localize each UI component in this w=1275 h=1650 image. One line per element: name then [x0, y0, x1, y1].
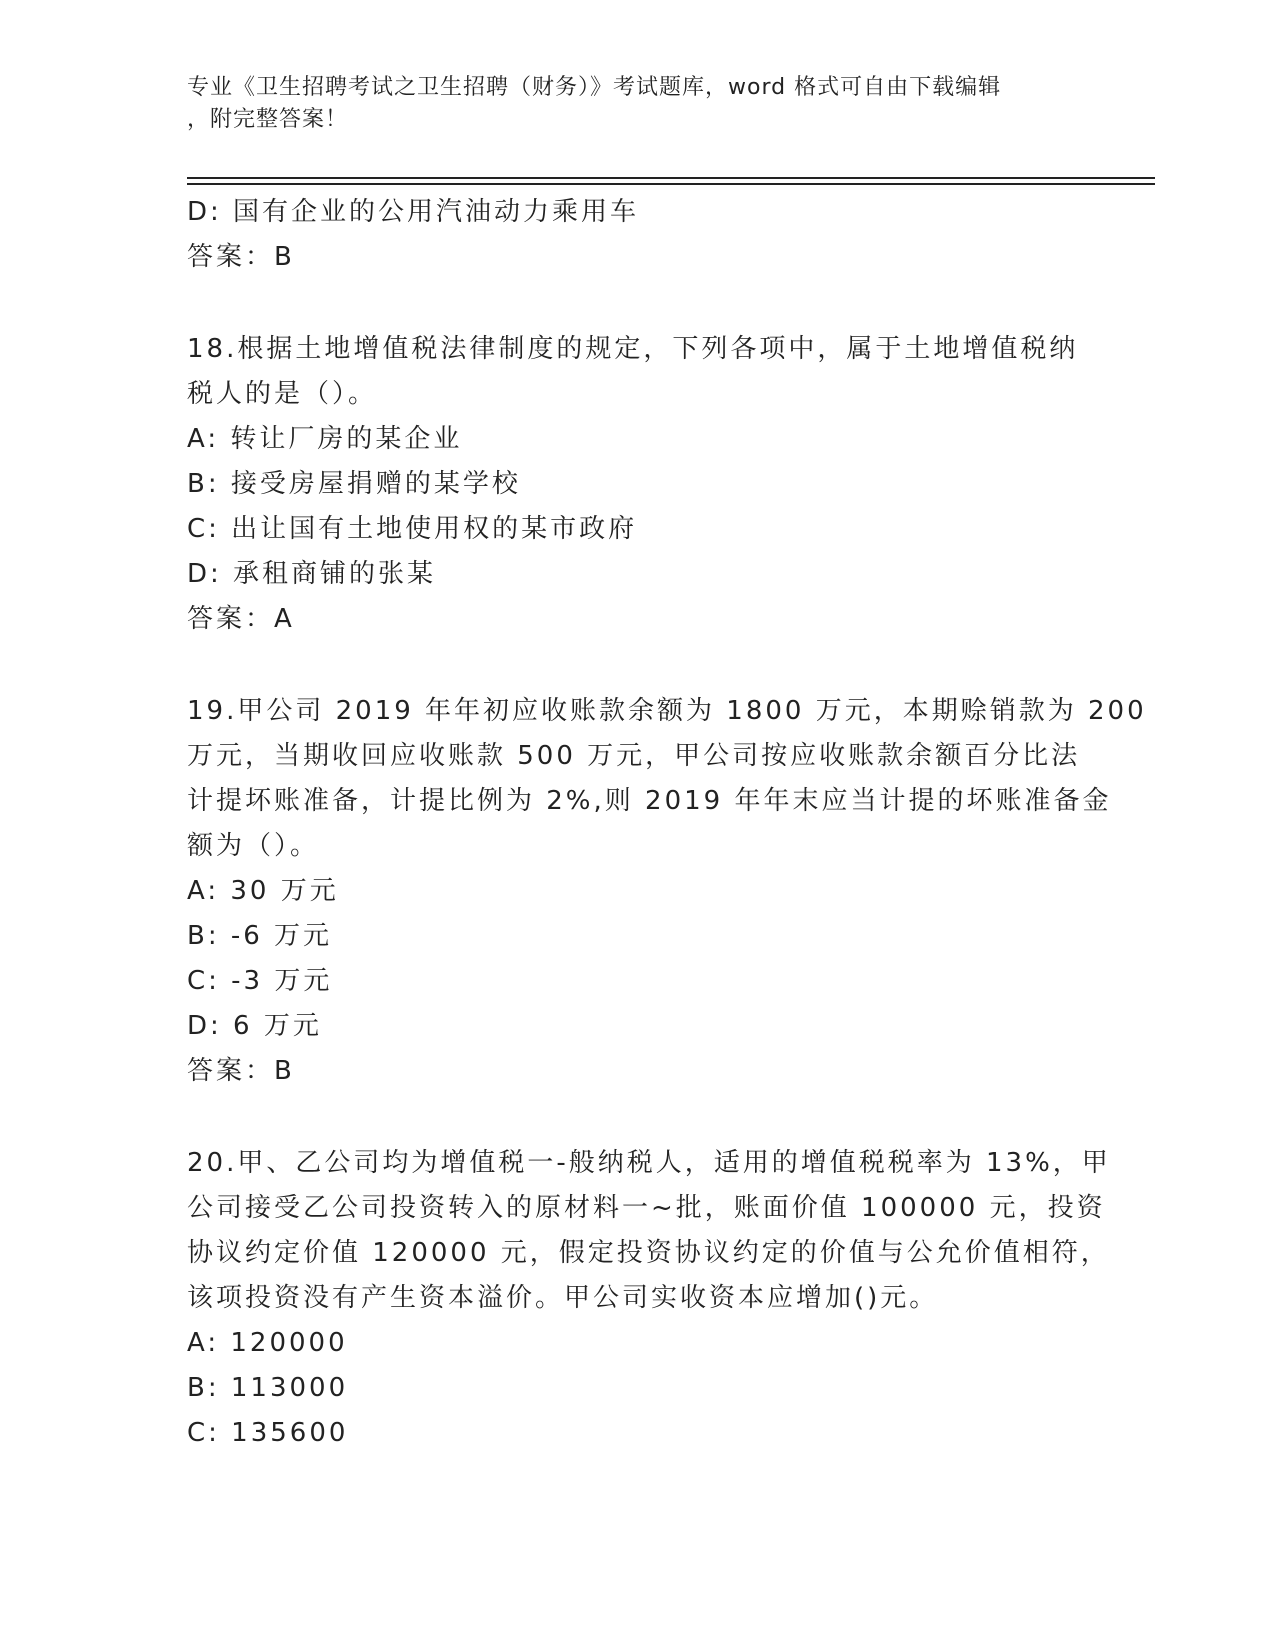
answer: 答案：A [187, 604, 295, 634]
option-d: D: 承租商铺的张某 [187, 559, 437, 589]
question-stem-line: 该项投资没有产生资本溢价。甲公司实收资本应增加()元。 [187, 1283, 939, 1313]
question-stem-line: 公司接受乙公司投资转入的原材料一~批，账面价值 100000 元，投资 [187, 1193, 1106, 1223]
question-list [187, 190, 1147, 1456]
header-divider-top [187, 177, 1155, 179]
option-a: A: 转让厂房的某企业 [187, 424, 463, 454]
header-line-1: 专业《卫生招聘考试之卫生招聘（财务）》考试题库，word 格式可自由下载编辑 [187, 75, 1002, 100]
question-stem-line: 万元，当期收回应收账款 500 万元，甲公司按应收账款余额百分比法 [187, 741, 1081, 771]
document-header [187, 72, 1087, 136]
option-d: D: 国有企业的公用汽油动力乘用车 [187, 197, 640, 227]
question-stem-line: 20.甲、乙公司均为增值税一-般纳税人，适用的增值税税率为 13%，甲 [187, 1148, 1111, 1178]
question-20 [187, 1141, 1111, 1456]
spacer [187, 280, 1087, 327]
question-19 [187, 689, 1147, 1094]
question-18 [187, 327, 1087, 642]
option-b: B: 接受房屋捐赠的某学校 [187, 469, 521, 499]
spacer [187, 1094, 1087, 1141]
question-stem-line: 计提坏账准备，计提比例为 2%,则 2019 年年末应当计提的坏账准备金 [187, 786, 1112, 816]
option-a: A: 30 万元 [187, 876, 339, 906]
option-a: A: 120000 [187, 1328, 348, 1358]
header-line-2: ，附完整答案！ [187, 107, 349, 132]
question-stem-line: 协议约定价值 120000 元，假定投资协议约定的价值与公允价值相符， [187, 1238, 1110, 1268]
answer: 答案：B [187, 1056, 295, 1086]
question-stem-line: 税人的是（）。 [187, 379, 378, 409]
option-d: D: 6 万元 [187, 1011, 322, 1041]
question-17 [187, 190, 1087, 280]
question-stem-line: 18.根据土地增值税法律制度的规定，下列各项中，属于土地增值税纳 [187, 334, 1079, 364]
option-b: B: -6 万元 [187, 921, 333, 951]
option-b: B: 113000 [187, 1373, 349, 1403]
option-c: C: 135600 [187, 1418, 349, 1448]
question-stem-line: 19.甲公司 2019 年年初应收账款余额为 1800 万元，本期赊销款为 200 [187, 696, 1147, 726]
header-divider-bottom [187, 183, 1155, 185]
answer: 答案：B [187, 242, 295, 272]
question-stem-line: 额为（）。 [187, 831, 320, 861]
option-c: C: 出让国有土地使用权的某市政府 [187, 514, 638, 544]
spacer [187, 642, 1087, 689]
option-c: C: -3 万元 [187, 966, 333, 996]
